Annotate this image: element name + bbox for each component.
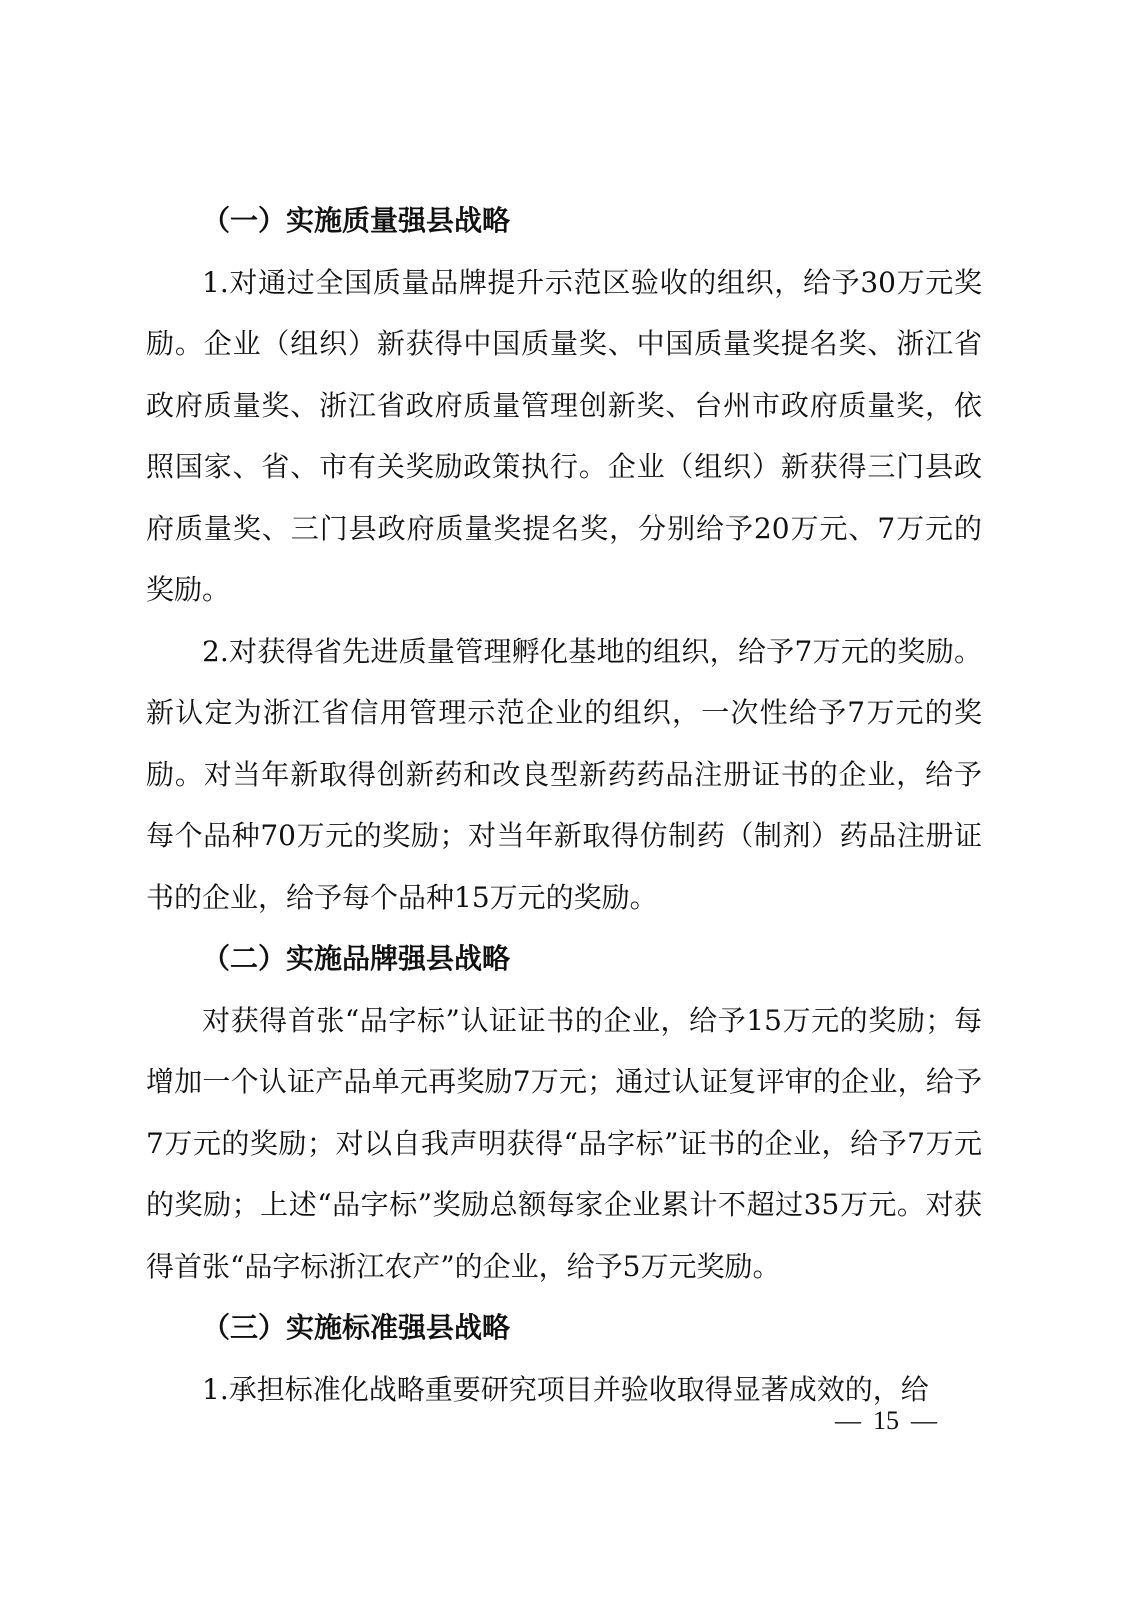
section-heading-quality: （一）实施质量强县战略 bbox=[202, 204, 511, 237]
document-body bbox=[146, 190, 982, 1420]
section-heading-brand: （二）实施品牌强县战略 bbox=[202, 942, 511, 975]
section-heading-standard: （三）实施标准强县战略 bbox=[202, 1311, 511, 1344]
page-number-footer bbox=[0, 1405, 1131, 1437]
paragraph-quality-2: 2.对获得省先进质量管理孵化基地的组织，给予7万元的奖励。新认定为浙江省信用管理示范企业的组织，一次性给予7万元的奖励。对当年新取得创新药和改良型新药药品注册证书的企业，给予每个品种70万元的奖励；对当年新取得仿制药（制剂）药品注册证书的企业，给予每个品种15万元的奖励。 bbox=[146, 634, 982, 914]
page-number: 15 bbox=[873, 1406, 899, 1435]
paragraph-brand-1: 对获得首张“品字标”认证证书的企业，给予15万元的奖励；每增加一个认证产品单元再奖励7万元；通过认证复评审的企业，给予7万元的奖励；对以自我声明获得“品字标”证书的企业，给予7万元的奖励；上述“品字标”奖励总额每家企业累计不超过35万元。对获得首张“品字标浙江农产”的企业，给予5万元奖励。 bbox=[146, 1003, 982, 1283]
page-number-dash-left: — bbox=[835, 1406, 861, 1435]
paragraph-quality-1: 1.对通过全国质量品牌提升示范区验收的组织，给予30万元奖励。企业（组织）新获得中国质量奖、中国质量奖提名奖、浙江省政府质量奖、浙江省政府质量管理创新奖、台州市政府质量奖，依照国家、省、市有关奖励政策执行。企业（组织）新获得三门县政府质量奖、三门县政府质量奖提名奖，分别给予20万元、7万元的奖励。 bbox=[146, 265, 982, 606]
page-number-dash-right: — bbox=[911, 1406, 937, 1435]
paragraph-standard-1: 1.承担标准化战略重要研究项目并验收取得显著成效的，给 bbox=[202, 1372, 929, 1406]
